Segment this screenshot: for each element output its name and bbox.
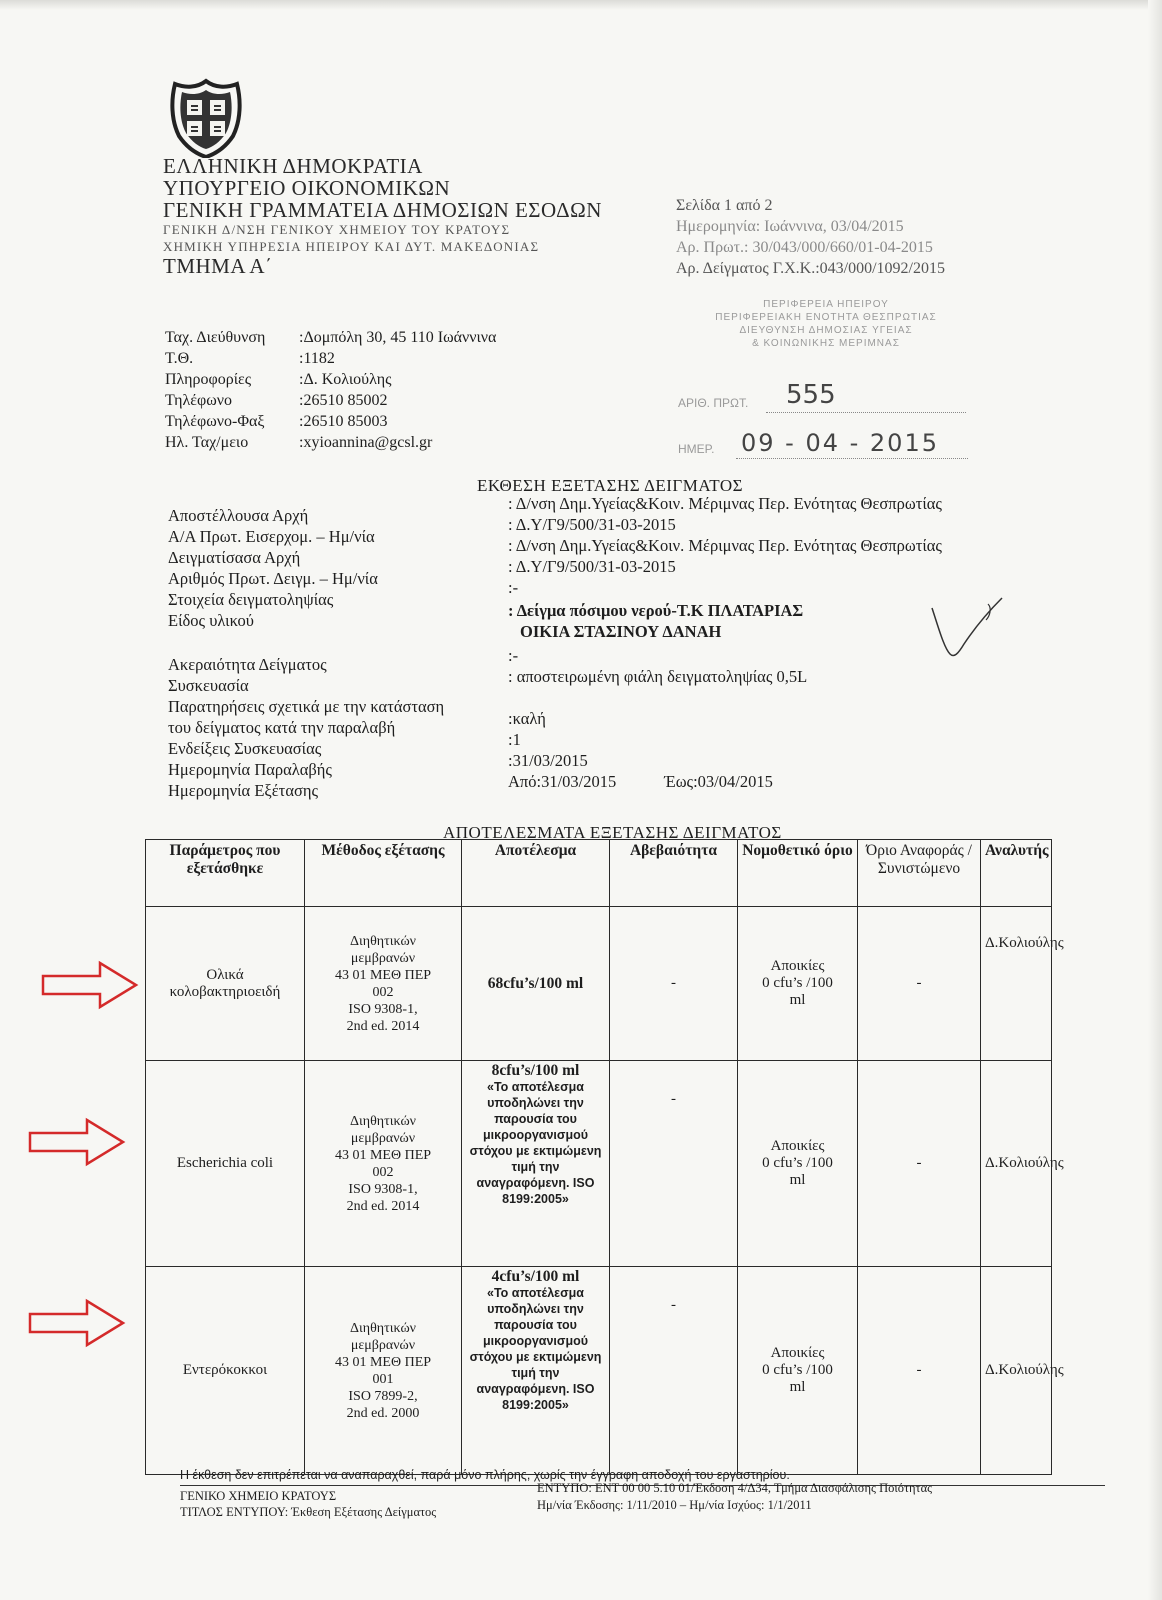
contact-row	[165, 369, 496, 390]
result-note: «Το αποτέλεσμα υποδηλώνει την παρουσία του μικροοργανισμού στόχου με εκτιμώμενη τιμή την αναγραφόμενη. ISO 8199:2005»	[469, 1286, 602, 1412]
info-value: :καλή	[508, 709, 546, 728]
stamp-line: & ΚΟΙΝΩΝΙΚΗΣ ΜΕΡΙΜΝΑΣ	[752, 338, 900, 349]
uncertainty-cell: -	[610, 907, 738, 1061]
greek-emblem-icon	[167, 78, 245, 158]
contact-label: Τηλέφωνο-Φαξ	[165, 413, 265, 430]
table-header-row	[146, 840, 1052, 907]
header-line: ΓΕΝΙΚΗ Δ/ΝΣΗ ΓΕΝΙΚΟΥ ΧΗΜΕΙΟΥ ΤΟΥ ΚΡΑΤΟΥΣ	[163, 222, 511, 237]
stamp-date-label: ΗΜΕΡ.	[678, 442, 715, 456]
sample-number: Αρ. Δείγματος Γ.Χ.Κ.:043/000/1092/2015	[676, 260, 945, 277]
method-line: ISO 9308-1,	[348, 1001, 418, 1017]
stamp-date-value: 09 - 04 - 2015	[741, 429, 939, 457]
result-cell	[462, 1061, 610, 1267]
contact-row	[165, 411, 496, 432]
report-title: ΕΚΘΕΣΗ ΕΞΕΤΑΣΗΣ ΔΕΙΓΜΑΤΟΣ	[477, 476, 744, 495]
limit-line: ml	[789, 992, 806, 1008]
info-label: Στοιχεία δειγματοληψίας	[168, 590, 334, 609]
column-header: Νομοθετικό όριο	[738, 840, 858, 907]
info-value: : Δ.Υ/Γ9/500/31-03-2015	[508, 557, 676, 576]
info-value: : Δ.Υ/Γ9/500/31-03-2015	[508, 515, 676, 534]
param-cell: Escherichia coli	[146, 1061, 305, 1267]
exam-date-to: Έως:03/04/2015	[664, 772, 773, 791]
stamp-dotted-line	[766, 412, 966, 413]
header-line: ΧΗΜΙΚΗ ΥΠΗΡΕΣΙΑ ΗΠΕΙΡΟΥ ΚΑΙ ΔΥΤ. ΜΑΚΕΔΟΝΙΑΣ	[163, 239, 540, 254]
red-arrow-icon	[27, 1117, 127, 1167]
scan-edge-top	[0, 0, 1162, 10]
result-cell	[462, 907, 610, 1061]
limit-line: Αποικίες	[770, 958, 825, 974]
method-line: 001	[372, 1371, 394, 1387]
stamp-dotted-line	[736, 458, 968, 459]
limit-line: 0 cfu’s /100	[762, 975, 833, 991]
stamp-prot-label: ΑΡΙΘ. ΠΡΩΤ.	[678, 396, 749, 410]
info-label: του δείγματος κατά την παραλαβή	[168, 718, 396, 737]
footer-org: ΓΕΝΙΚΟ ΧΗΜΕΙΟ ΚΡΑΤΟΥΣ	[180, 1489, 337, 1503]
material-type: : Δείγμα πόσιμου νερού-Τ.Κ ΠΛΑΤΑΡΙΑΣ	[508, 601, 804, 620]
method-line: 002	[372, 984, 394, 1000]
footer-right	[537, 1480, 932, 1514]
legal-limit-cell	[738, 1061, 858, 1267]
param-cell: Εντερόκοκκοι	[146, 1267, 305, 1475]
info-value: : Δ/νση Δημ.Υγείας&Κοιν. Μέριμνας Περ. Ενότητας Θεσπρωτίας	[508, 494, 942, 513]
info-label: Συσκευασία	[168, 676, 249, 695]
column-header: Μέθοδος εξέτασης	[305, 840, 462, 907]
contact-label: Τ.Θ.	[165, 350, 194, 367]
method-line: Διηθητικών	[350, 1113, 416, 1129]
info-label: Δειγματίσασα Αρχή	[168, 548, 301, 567]
footer-left	[180, 1488, 436, 1520]
footer-disclaimer: Η έκθεση δεν επιτρέπεται να αναπαραχθεί, παρά μόνο πλήρης, χωρίς την έγγραφη αποδοχή του εργαστηρίου.	[180, 1468, 790, 1482]
method-cell	[305, 1061, 462, 1267]
scan-edge-right	[1148, 0, 1162, 1600]
method-line: 43 01 ΜΕΘ ΠΕΡ	[334, 1354, 432, 1370]
info-label: Ακεραιότητα Δείγματος	[168, 655, 327, 674]
page-number: Σελίδα 1 από 2	[676, 197, 773, 214]
info-value: : Δ/νση Δημ.Υγείας&Κοιν. Μέριμνας Περ. Ενότητας Θεσπρωτίας	[508, 536, 942, 555]
document-meta	[676, 195, 945, 279]
table-row	[146, 1267, 1052, 1475]
info-value: :-	[508, 646, 519, 665]
results-table	[145, 839, 1064, 1475]
info-value: :-	[508, 578, 519, 597]
method-line: 43 01 ΜΕΘ ΠΕΡ	[334, 1147, 432, 1163]
limit-line: ml	[789, 1172, 806, 1188]
method-line: 2nd ed. 2000	[346, 1405, 420, 1421]
contact-value: :1182	[299, 350, 335, 367]
info-label: Είδος υλικού	[168, 611, 254, 630]
sample-info-labels	[168, 505, 444, 801]
method-line: Διηθητικών	[350, 1320, 416, 1336]
limit-line: ml	[789, 1379, 806, 1395]
contact-row	[165, 390, 496, 411]
incoming-stamp	[676, 298, 986, 466]
contact-label: Τηλέφωνο	[165, 392, 233, 409]
info-label: Ημερομηνία Παραλαβής	[168, 760, 332, 779]
contact-info	[165, 327, 496, 453]
header-line: ΥΠΟΥΡΓΕΙΟ ΟΙΚΟΝΟΜΙΚΩΝ	[163, 176, 451, 200]
contact-row	[165, 327, 496, 348]
contact-value: :Δομπόλη 30, 45 110 Ιωάννινα	[299, 329, 497, 346]
reference-limit-cell: -	[858, 907, 981, 1061]
ministry-header	[163, 155, 602, 277]
method-line: ISO 7899-2,	[348, 1388, 418, 1404]
uncertainty-cell: -	[610, 1061, 738, 1267]
column-header: Αναλυτής	[981, 840, 1052, 907]
method-line: 2nd ed. 2014	[346, 1198, 420, 1214]
stamp-line: ΔΙΕΥΘΥΝΣΗ ΔΗΜΟΣΙΑΣ ΥΓΕΙΑΣ	[739, 325, 913, 336]
result-value: 4cfu’s/100 ml	[491, 1268, 580, 1285]
method-line: 002	[372, 1164, 394, 1180]
contact-row	[165, 348, 496, 369]
contact-value: :xyioannina@gcsl.gr	[299, 434, 433, 451]
info-label: Αριθμός Πρωτ. Δειγμ. – Ημ/νία	[168, 569, 378, 588]
reference-limit-cell: -	[858, 1267, 981, 1475]
limit-line: Αποικίες	[770, 1138, 825, 1154]
result-value: 68cfu’s/100 ml	[487, 974, 584, 992]
red-arrow-icon	[40, 960, 140, 1010]
analyst-cell: Δ.Κολιούλης	[981, 1061, 1052, 1267]
info-value: :1	[508, 730, 521, 749]
table-row	[146, 1061, 1052, 1267]
footer-form-dates: Ημ/νία Έκδοσης: 1/11/2010 – Ημ/νία Ισχύος: 1/1/2011	[537, 1498, 812, 1512]
footer-form-title: ΤΙΤΛΟΣ ΕΝΤΥΠΟΥ: Έκθεση Εξέτασης Δείγματος	[180, 1505, 437, 1519]
contact-value: :26510 85002	[299, 392, 388, 409]
info-label: Α/Α Πρωτ. Εισερχομ. – Ημ/νία	[168, 527, 375, 546]
contact-label: Ταχ. Διεύθυνση	[165, 329, 266, 346]
method-cell	[305, 1267, 462, 1475]
method-line: Διηθητικών	[350, 933, 416, 949]
exam-date-from: Από:31/03/2015	[508, 772, 617, 791]
info-label: Παρατηρήσεις σχετικά με την κατάσταση	[168, 697, 445, 716]
stamp-line: ΠΕΡΙΦΕΡΕΙΑΚΗ ΕΝΟΤΗΤΑ ΘΕΣΠΡΩΤΙΑΣ	[715, 312, 937, 323]
analyst-cell: Δ.Κολιούλης	[981, 907, 1052, 1061]
footer-form-code: ΕΝΤΥΠΟ: ΕΝΤ 00 00 5.10 01/Έκδοση 4/Δ34, Τμήμα Διασφάλισης Ποιότητας	[537, 1481, 933, 1495]
limit-line: 0 cfu’s /100	[762, 1155, 833, 1171]
column-header: Παράμετρος που εξετάσθηκε	[146, 840, 305, 907]
info-label: Αποστέλλουσα Αρχή	[168, 506, 309, 525]
header-line: ΤΜΗΜΑ Α΄	[163, 254, 273, 278]
material-location: ΟΙΚΙΑ ΣΤΑΣΙΝΟΥ ΔΑΝΑΗ	[520, 622, 722, 641]
info-label: Ημερομηνία Εξέτασης	[168, 781, 319, 800]
uncertainty-cell: -	[610, 1267, 738, 1475]
contact-row	[165, 432, 496, 453]
legal-limit-cell	[738, 907, 858, 1061]
result-note: «Το αποτέλεσμα υποδηλώνει την παρουσία του μικροοργανισμού στόχου με εκτιμώμενη τιμή την αναγραφόμενη. ISO 8199:2005»	[469, 1080, 602, 1206]
results-title: ΑΠΟΤΕΛΕΣΜΑΤΑ ΕΞΕΤΑΣΗΣ ΔΕΙΓΜΑΤΟΣ	[443, 823, 782, 842]
document-date: Ημερομηνία: Ιωάννινα, 03/04/2015	[676, 218, 904, 235]
table-row	[146, 907, 1052, 1061]
red-arrow-icon	[27, 1298, 127, 1348]
protocol-number: Αρ. Πρωτ.: 30/043/000/660/01-04-2015	[676, 239, 933, 256]
stamp-line: ΠΕΡΙΦΕΡΕΙΑ ΗΠΕΙΡΟΥ	[763, 299, 889, 310]
contact-value: :26510 85003	[299, 413, 388, 430]
method-cell	[305, 907, 462, 1061]
result-value: 8cfu’s/100 ml	[491, 1062, 580, 1079]
info-value: :31/03/2015	[508, 751, 588, 770]
column-header: Αποτέλεσμα	[462, 840, 610, 907]
contact-value: :Δ. Κολιούλης	[299, 371, 392, 388]
limit-line: Αποικίες	[770, 1345, 825, 1361]
contact-label: Ηλ. Ταχ/μειο	[165, 434, 249, 451]
reference-limit-cell: -	[858, 1061, 981, 1267]
legal-limit-cell	[738, 1267, 858, 1475]
column-header: Όριο Αναφοράς / Συνιστώμενο	[858, 840, 981, 907]
method-line: 2nd ed. 2014	[346, 1018, 420, 1034]
sample-info-values	[508, 493, 942, 792]
limit-line: 0 cfu’s /100	[762, 1362, 833, 1378]
header-line: ΓΕΝΙΚΗ ΓΡΑΜΜΑΤΕΙΑ ΔΗΜΟΣΙΩΝ ΕΣΟΔΩΝ	[163, 198, 602, 222]
method-line: μεμβρανών	[350, 1337, 416, 1353]
contact-label: Πληροφορίες	[165, 371, 252, 388]
method-line: 43 01 ΜΕΘ ΠΕΡ	[334, 967, 432, 983]
stamp-prot-number: 555	[786, 380, 836, 410]
method-line: μεμβρανών	[350, 950, 416, 966]
info-label: Ενδείξεις Συσκευασίας	[168, 739, 322, 758]
method-line: ISO 9308-1,	[348, 1181, 418, 1197]
analyst-cell: Δ.Κολιούλης	[981, 1267, 1052, 1475]
exam-dates	[508, 771, 942, 792]
param-cell: Ολικά κολοβακτηριοειδή	[146, 907, 305, 1061]
method-line: μεμβρανών	[350, 1130, 416, 1146]
handwritten-check-icon	[930, 596, 1010, 666]
header-line: ΕΛΛΗΝΙΚΗ ΔΗΜΟΚΡΑΤΙΑ	[163, 154, 423, 178]
column-header: Αβεβαιότητα	[610, 840, 738, 907]
result-cell	[462, 1267, 610, 1475]
info-value: : αποστειρωμένη φιάλη δειγματοληψίας 0,5L	[508, 667, 808, 686]
